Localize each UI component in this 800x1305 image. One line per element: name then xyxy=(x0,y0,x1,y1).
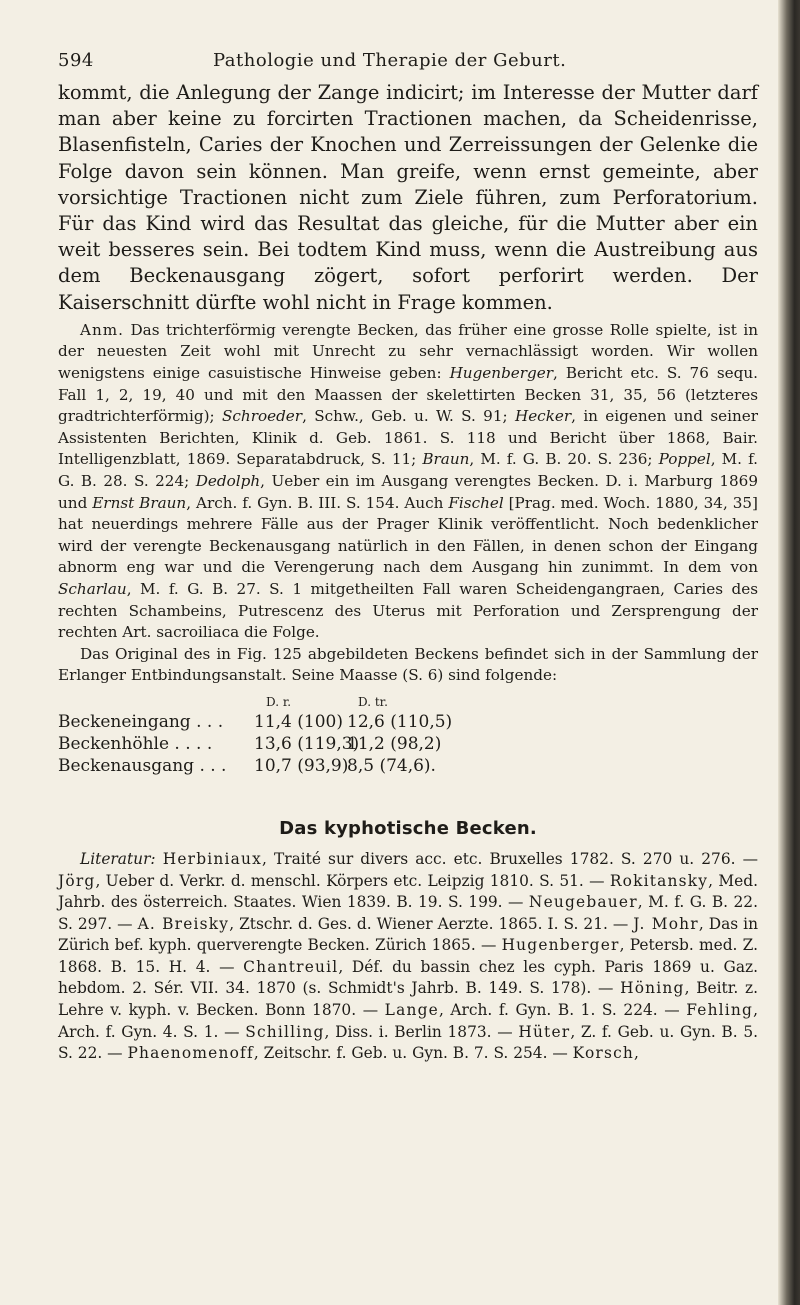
note-text: Das trichterförmig verengte Becken, das früher eine grosse Rolle spielte, ist in der neuesten Zeit wohl mit Unrecht zu sehr vernachlässigt worden. Wir wollen wenigstens einige casuistische Hinweise geben: xyxy=(58,320,758,383)
measurement-row xyxy=(58,756,758,778)
main-paragraph: kommt, die Anlegung der Zange indicirt; im Interesse der Mutter darf man aber keine zu forcirten Tractionen machen, da Scheidenrisse, Blasenfisteln, Caries der Knochen und Zerreissungen der Gelenke die Folge davon sein können. Man greife, wenn ernst gemeinte, aber vorsichtige Tractionen nicht zum Ziele führen, zum Perforatorium. Für das Kind wird das Resultat das gleiche, für die Mutter aber ein weit besseres sein. Bei todtem Kind muss, wenn die Austreibung aus dem Beckenausgang zögert, sofort perforirt werden. Der Kaiserschnitt dürfte wohl nicht in Frage kommen. xyxy=(58,81,758,314)
note-text: , in eigenen und seiner Assistenten Berichten, Klinik d. Geb. 1861. S. 118 und Bericht über 1868, Bair. Intelligenzblatt, 1869. Separatabdruck, S. 11; xyxy=(58,407,759,469)
annotation-paragraph xyxy=(58,320,758,644)
lit-text: , Traité sur divers acc. etc. Bruxelles 1782. S. 270 u. 276. — xyxy=(261,849,758,868)
note-text: , M. f. G. B. 20. S. 236; xyxy=(469,450,659,469)
page-header xyxy=(58,50,758,80)
lit-text: , Med. Jahrb. des österreich. Staates. Wien 1839. B. 19. S. 199. — xyxy=(58,871,758,912)
lit-text: , Arch. f. Gyn. 4. S. 1. — xyxy=(58,1001,758,1041)
author-name: J. Mohr xyxy=(633,914,699,933)
lit-text: , Déf. du bassin chez les cyph. Paris 1869 u. Gaz. hebdom. 2. Sér. VII. 34. 1870 (s. Schmidt's Jahrb. B. 149. S. 178). — xyxy=(58,957,758,998)
author-name: Schilling xyxy=(245,1022,325,1041)
lit-text: , Zeitschr. f. Geb. u. Gyn. B. 7. S. 254. — xyxy=(253,1044,573,1063)
author-name: Lange xyxy=(384,1001,439,1020)
lit-text xyxy=(156,850,163,868)
row-label: Beckeneingang . . . xyxy=(58,711,224,732)
author-name: Phaenomenoff xyxy=(127,1044,254,1063)
section-title: Das kyphotische Becken. xyxy=(279,817,537,839)
author-name: Hugenberger xyxy=(449,364,554,383)
author-name: A. Breisky xyxy=(137,914,230,933)
author-name: Ernst Braun xyxy=(92,493,187,512)
lit-text: , Ztschr. d. Ges. d. Wiener Aerzte. 1865. I. S. 21. — xyxy=(229,914,634,933)
value-dtr: 12,6 (110,5) xyxy=(347,711,453,732)
lit-text: , Das in Zürich bef. kyph. querverengte Becken. Zürich 1865. — xyxy=(58,914,758,955)
lit-text: , Beitr. z. Lehre v. kyph. v. Becken. Bonn 1870. — xyxy=(58,979,758,1020)
author-name: Hecker xyxy=(514,407,572,426)
row-label: Beckenhöhle . . . . xyxy=(58,733,213,754)
value-dtr: 11,2 (98,2) xyxy=(347,733,442,754)
lit-text: , Z. f. Geb. u. Gyn. B. 5. S. 22. — xyxy=(58,1022,759,1063)
author-name: Korsch xyxy=(572,1044,635,1063)
lit-text: , Ueber d. Verkr. d. menschl. Körpers etc. Leipzig 1810. S. 51. — xyxy=(95,871,610,890)
author-name: Dedolph xyxy=(195,471,261,490)
author-name: Rokitansky xyxy=(609,871,709,890)
note-text: , M. f. G. B. 27. S. 1 mitgetheilten Fall waren Scheidengangraen, Caries des rechten Schambeins, Putrescenz des Uterus mit Perforation und Zersprengung der rechten Art. sacroiliaca die Folge. xyxy=(58,579,758,642)
lit-text: , M. f. G. B. 22. S. 297. — xyxy=(58,893,758,933)
note-text: , Arch. f. Gyn. B. III. S. 154. Auch xyxy=(186,493,449,512)
col-dtr: D. tr. xyxy=(358,694,388,709)
measurement-header xyxy=(58,695,758,710)
note-text: , Ueber ein im Ausgang verengtes Becken. D. i. Marburg 1869 und xyxy=(58,471,758,512)
measurement-row xyxy=(58,712,758,734)
author-name: Schroeder xyxy=(222,407,303,426)
lit-text: , Petersb. med. Z. 1868. B. 15. H. 4. — xyxy=(58,936,758,976)
value-dr: 10,7 (93,9) xyxy=(254,755,349,776)
author-name: Poppel xyxy=(658,450,711,469)
lit-text: , xyxy=(634,1044,639,1063)
measurement-table xyxy=(58,695,758,778)
value-dtr: 8,5 (74,6). xyxy=(347,755,436,776)
author-name: Hüter xyxy=(518,1022,571,1041)
note-text: [Prag. med. Woch. 1880, 34, 35] hat neuerdings mehrere Fälle aus der Prager Klinik veröffentlicht. Noch bedenklicher wird der verengte Beckenausgang natürlich in den Fällen, in denen schon der Eingang abnorm eng war und die Verengerung nach dem Ausgang hin zunimmt. In dem von xyxy=(58,493,758,577)
author-name: Neugebauer xyxy=(528,893,638,912)
author-name: Chantreuil xyxy=(243,957,339,976)
value-dr: 13,6 (119,3) xyxy=(254,733,360,754)
page-edge-shadow xyxy=(778,0,800,1305)
author-name: Jörg xyxy=(58,871,96,890)
note-text: , Schw., Geb. u. W. S. 91; xyxy=(302,407,515,426)
author-name: Hugenberger xyxy=(501,936,620,955)
literature-paragraph xyxy=(58,849,758,1065)
author-name: Höning xyxy=(620,979,685,998)
note-lead: Anm. xyxy=(80,320,124,339)
col-dr: D. r. xyxy=(266,694,292,709)
lit-text: , Arch. f. Gyn. B. 1. S. 224. — xyxy=(438,1001,687,1020)
book-page xyxy=(58,50,758,1065)
note-text: , M. f. G. B. 28. S. 224; xyxy=(58,450,758,490)
author-name: Scharlau xyxy=(58,579,127,598)
specimen-paragraph: Das Original des in Fig. 125 abgebildeten Beckens befindet sich in der Sammlung der Erlanger Entbindungsanstalt. Seine Maasse (S. 6) sind folgende: xyxy=(58,644,758,685)
author-name: Fischel xyxy=(448,493,504,512)
value-dr: 11,4 (100) xyxy=(254,711,343,732)
page-number: 594 xyxy=(58,50,94,71)
measurement-row xyxy=(58,734,758,756)
author-name: Braun xyxy=(422,450,470,469)
running-title: Pathologie und Therapie der Geburt. xyxy=(213,50,567,71)
author-name: Herbiniaux xyxy=(162,849,262,868)
row-label: Beckenausgang . . . xyxy=(58,755,227,776)
lit-text: , Diss. i. Berlin 1873. — xyxy=(324,1022,519,1041)
literature-label: Literatur: xyxy=(80,849,156,868)
author-name: Fehling xyxy=(686,1001,754,1020)
note-text: , Bericht etc. S. 76 sequ. Fall 1, 2, 19, 40 und mit den Maassen der skelettirten Becken 31, 35, 56 (letzteres gradtrichterförmig); xyxy=(58,364,758,426)
